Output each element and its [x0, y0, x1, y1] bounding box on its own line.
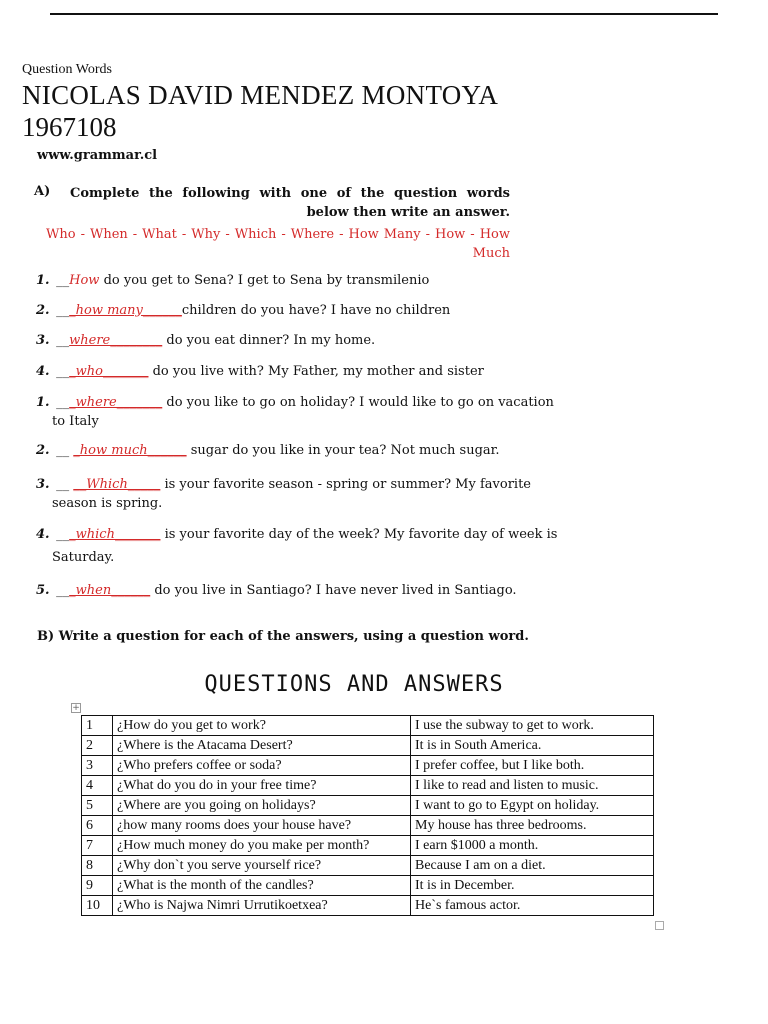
document-subject: Question Words	[22, 62, 113, 77]
table-row	[82, 716, 654, 736]
table-row	[82, 816, 654, 836]
row-number: 6	[82, 816, 113, 836]
item-text: do you live with? My Father, my mother and sister	[148, 364, 484, 379]
row-question: ¿Where is the Atacama Desert?	[113, 736, 411, 756]
row-answer: My house has three bedrooms.	[411, 816, 654, 836]
row-question: ¿Why don`t you serve yourself rice?	[113, 856, 411, 876]
top-rule	[50, 13, 718, 15]
item-answer-blank: _who_______	[69, 364, 149, 379]
row-question: ¿how many rooms does your house have?	[113, 816, 411, 836]
item-answer-blank: __Which_____	[73, 477, 161, 492]
row-number: 3	[82, 756, 113, 776]
item-text: do you like to go on holiday? I would like to go on vacation	[162, 395, 554, 410]
item-prefix: __	[56, 583, 70, 598]
row-question: ¿How much money do you make per month?	[113, 836, 411, 856]
row-question: ¿Who is Najwa Nimri Urrutikoetxea?	[113, 896, 411, 916]
table-row	[82, 736, 654, 756]
row-number: 10	[82, 896, 113, 916]
row-answer: It is in December.	[411, 876, 654, 896]
item-answer-blank: _when______	[69, 583, 151, 598]
item-answer-blank: _how many______	[69, 303, 182, 318]
table-title: QUESTIONS AND ANSWERS	[204, 672, 504, 697]
item-text: children do you have? I have no children	[181, 303, 451, 318]
item-prefix: __	[56, 303, 70, 318]
questions-answers-table	[81, 715, 654, 916]
table-row	[82, 756, 654, 776]
exercise-item	[36, 362, 601, 381]
question-words-list: Who - When - What - Why - Which - Where - How Many - How - How Much	[46, 227, 510, 261]
row-question: ¿Who prefers coffee or soda?	[113, 756, 411, 776]
item-text: do you live in Santiago? I have never lived in Santiago.	[150, 583, 517, 598]
exercise-item	[36, 475, 601, 513]
section-b-instruction: B) Write a question for each of the answers, using a question word.	[37, 629, 529, 644]
item-text: do you eat dinner? In my home.	[162, 333, 376, 348]
item-number: 2.	[36, 303, 50, 318]
row-answer: Because I am on a diet.	[411, 856, 654, 876]
item-number: 4.	[36, 527, 50, 542]
row-number: 2	[82, 736, 113, 756]
item-answer-blank: _how much______	[73, 443, 187, 458]
item-number: 1.	[36, 273, 50, 288]
row-answer: It is in South America.	[411, 736, 654, 756]
table-row	[82, 836, 654, 856]
item-prefix: __	[56, 273, 70, 288]
table-row	[82, 896, 654, 916]
item-prefix: __	[56, 527, 70, 542]
section-a-instruction: Complete the following with one of the question words below then write an answer.	[70, 186, 510, 220]
row-answer: He`s famous actor.	[411, 896, 654, 916]
row-number: 4	[82, 776, 113, 796]
row-question: ¿How do you get to work?	[113, 716, 411, 736]
item-prefix: __	[56, 477, 74, 492]
exercise-item	[36, 331, 601, 350]
exercise-item	[36, 301, 601, 320]
item-text: is your favorite season - spring or summer? My favorite	[160, 477, 531, 492]
section-a-label: A)	[34, 184, 51, 199]
item-number: 5.	[36, 583, 50, 598]
item-answer-blank: _where_______	[69, 395, 163, 410]
row-number: 9	[82, 876, 113, 896]
exercise-item	[36, 271, 601, 290]
row-answer: I like to read and listen to music.	[411, 776, 654, 796]
row-answer: I prefer coffee, but I like both.	[411, 756, 654, 776]
row-question: ¿Where are you going on holidays?	[113, 796, 411, 816]
table-row	[82, 776, 654, 796]
exercise-item	[36, 581, 601, 600]
table-row	[82, 796, 654, 816]
item-answer-blank: How	[69, 273, 100, 288]
item-number: 4.	[36, 364, 50, 379]
item-answer-blank: _which_______	[69, 527, 161, 542]
item-number: 2.	[36, 443, 50, 458]
row-number: 5	[82, 796, 113, 816]
exercise-item	[36, 393, 601, 431]
row-number: 7	[82, 836, 113, 856]
website-link[interactable]: www.grammar.cl	[37, 148, 158, 163]
item-text-continued: season is spring.	[52, 496, 163, 511]
table-resize-handle-icon[interactable]	[655, 921, 664, 930]
student-name: NICOLAS DAVID MENDEZ MONTOYA	[22, 80, 499, 110]
table-row	[82, 876, 654, 896]
item-number: 1.	[36, 395, 50, 410]
exercise-item	[36, 441, 601, 460]
exercise-item	[36, 523, 601, 569]
item-prefix: __	[56, 333, 70, 348]
row-question: ¿What is the month of the candles?	[113, 876, 411, 896]
row-answer: I want to go to Egypt on holiday.	[411, 796, 654, 816]
item-text-continued: Saturday.	[52, 550, 115, 565]
item-text: sugar do you like in your tea? Not much sugar.	[186, 443, 500, 458]
item-number: 3.	[36, 333, 50, 348]
item-text-continued: to Italy	[52, 414, 99, 429]
row-question: ¿What do you do in your free time?	[113, 776, 411, 796]
item-prefix: __	[56, 443, 74, 458]
item-prefix: __	[56, 364, 70, 379]
row-number: 8	[82, 856, 113, 876]
item-number: 3.	[36, 477, 50, 492]
row-number: 1	[82, 716, 113, 736]
item-answer-blank: where________	[69, 333, 163, 348]
row-answer: I earn $1000 a month.	[411, 836, 654, 856]
table-move-handle-icon[interactable]: +	[72, 703, 80, 713]
row-answer: I use the subway to get to work.	[411, 716, 654, 736]
item-prefix: __	[56, 395, 70, 410]
table-row	[82, 856, 654, 876]
item-text: is your favorite day of the week? My favorite day of week is	[160, 527, 558, 542]
student-id: 1967108	[22, 112, 117, 142]
item-text: do you get to Sena? I get to Sena by transmilenio	[99, 273, 430, 288]
